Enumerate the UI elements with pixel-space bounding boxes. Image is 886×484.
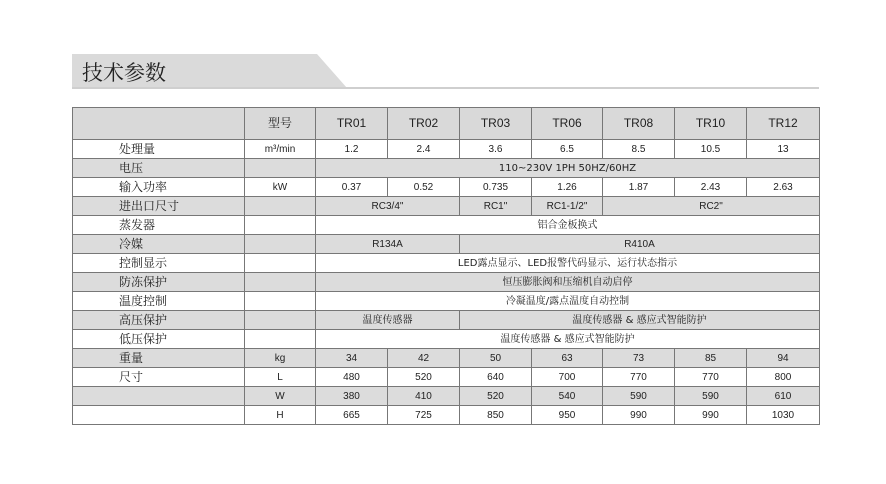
header-model: TR03 [460,108,532,140]
cell-value: 73 [603,349,675,368]
cell-value: 2.4 [388,140,460,159]
table-row [73,140,820,159]
row-unit [245,292,316,311]
row-unit [245,273,316,292]
section-title-band [72,54,819,88]
cell-value: 94 [747,349,820,368]
cell-value: 3.6 [460,140,532,159]
table-row [73,235,820,254]
cell-value: 温度传感器 & 感应式智能防护 [460,311,820,330]
cell-value: 590 [603,387,675,406]
cell-value: 540 [532,387,603,406]
row-unit [245,235,316,254]
cell-value: 990 [603,406,675,425]
row-label: 电压 [73,159,245,178]
cell-value: 铝合金板换式 [316,216,820,235]
row-unit: W [245,387,316,406]
cell-value: 恒压膨胀阀和压缩机自动启停 [316,273,820,292]
table-row [73,349,820,368]
cell-value: 590 [675,387,747,406]
row-unit: H [245,406,316,425]
header-model-label: 型号 [245,108,316,140]
cell-value: R410A [460,235,820,254]
row-label: 冷媒 [73,235,245,254]
row-label: 进出口尺寸 [73,197,245,216]
cell-value: 990 [675,406,747,425]
cell-value: 1.2 [316,140,388,159]
cell-value: 2.43 [675,178,747,197]
row-label: 温度控制 [73,292,245,311]
cell-value: 2.63 [747,178,820,197]
header-row [73,108,820,140]
cell-value: 温度传感器 [316,311,460,330]
cell-value: 0.37 [316,178,388,197]
cell-value: 610 [747,387,820,406]
table-row [73,159,820,178]
table-row [73,368,820,387]
row-unit: m³/min [245,140,316,159]
table-row [73,292,820,311]
header-model: TR01 [316,108,388,140]
cell-value: 520 [460,387,532,406]
row-label-blank [73,387,245,406]
table-row [73,406,820,425]
cell-value: 480 [316,368,388,387]
title-underline [72,87,819,89]
spec-table [72,107,820,425]
row-unit [245,254,316,273]
row-label: 输入功率 [73,178,245,197]
cell-value: 0.735 [460,178,532,197]
row-unit [245,330,316,349]
cell-value: R134A [316,235,460,254]
header-blank [73,108,245,140]
row-label: 尺寸 [73,368,245,387]
cell-value: 1.87 [603,178,675,197]
cell-value: 63 [532,349,603,368]
cell-value: 50 [460,349,532,368]
row-label: 处理量 [73,140,245,159]
cell-value: 770 [603,368,675,387]
cell-value: 42 [388,349,460,368]
row-unit [245,197,316,216]
row-label: 控制显示 [73,254,245,273]
cell-value: 110~230V 1PH 50HZ/60HZ [316,159,820,178]
cell-value: 8.5 [603,140,675,159]
row-label: 低压保护 [73,330,245,349]
cell-value: 640 [460,368,532,387]
table-row [73,273,820,292]
cell-value: RC2" [603,197,820,216]
header-model: TR06 [532,108,603,140]
table-row [73,311,820,330]
cell-value: 725 [388,406,460,425]
row-unit: kg [245,349,316,368]
cell-value: 1030 [747,406,820,425]
header-model: TR12 [747,108,820,140]
cell-value: RC1-1/2" [532,197,603,216]
cell-value: RC1" [460,197,532,216]
row-unit [245,216,316,235]
cell-value: 10.5 [675,140,747,159]
cell-value: 温度传感器 & 感应式智能防护 [316,330,820,349]
row-unit: L [245,368,316,387]
row-label: 高压保护 [73,311,245,330]
row-unit [245,311,316,330]
cell-value: 85 [675,349,747,368]
cell-value: 950 [532,406,603,425]
cell-value: 6.5 [532,140,603,159]
cell-value: 665 [316,406,388,425]
table-row [73,254,820,273]
cell-value: 520 [388,368,460,387]
header-model: TR08 [603,108,675,140]
table-row [73,178,820,197]
row-unit [245,159,316,178]
table-row [73,330,820,349]
cell-value: 13 [747,140,820,159]
row-label-blank [73,406,245,425]
cell-value: 410 [388,387,460,406]
page-title: 技术参数 [82,61,166,85]
cell-value: 770 [675,368,747,387]
cell-value: 800 [747,368,820,387]
cell-value: RC3/4" [316,197,460,216]
row-label: 防冻保护 [73,273,245,292]
cell-value: 850 [460,406,532,425]
cell-value: 0.52 [388,178,460,197]
cell-value: 34 [316,349,388,368]
cell-value: 700 [532,368,603,387]
row-unit: kW [245,178,316,197]
header-model: TR10 [675,108,747,140]
cell-value: LED露点显示、LED报警代码显示、运行状态指示 [316,254,820,273]
cell-value: 冷凝温度/露点温度自动控制 [316,292,820,311]
row-label: 蒸发器 [73,216,245,235]
row-label: 重量 [73,349,245,368]
cell-value: 1.26 [532,178,603,197]
table-row [73,197,820,216]
table-row [73,216,820,235]
cell-value: 380 [316,387,388,406]
table-row [73,387,820,406]
header-model: TR02 [388,108,460,140]
